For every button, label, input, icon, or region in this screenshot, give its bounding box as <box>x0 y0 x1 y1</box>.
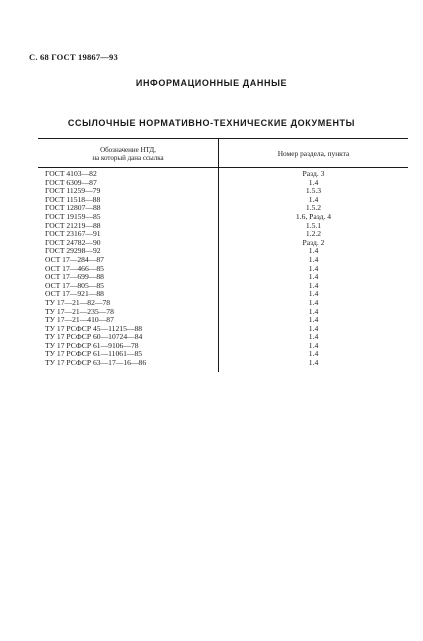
section-title-info: ИНФОРМАЦИОННЫЕ ДАННЫЕ <box>135 78 288 88</box>
section-cell: 1.4 <box>308 315 319 325</box>
document-cell: ОСТ 17—921—88 <box>45 289 104 299</box>
section-cell: 1.5.2 <box>305 203 322 213</box>
document-cell: ОСТ 17—466—85 <box>45 263 104 273</box>
column-header-document-line2: на который дана ссылка <box>92 154 164 162</box>
document-cell: ГОСТ 29298—92 <box>45 246 101 256</box>
document-cell: ОСТ 17—805—85 <box>45 280 104 290</box>
section-cell: 1.4 <box>308 272 319 282</box>
document-cell: ОСТ 17—284—87 <box>45 254 104 264</box>
section-title-references: ССЫЛОЧНЫЕ НОРМАТИВНО-ТЕХНИЧЕСКИЕ ДОКУМЕНТЫ <box>67 118 356 128</box>
section-cell: 1.2.2 <box>305 229 322 239</box>
table-header-row <box>38 138 408 168</box>
references-table <box>38 138 408 372</box>
document-cell: ГОСТ 12807—88 <box>45 203 101 213</box>
document-cell: ГОСТ 23167—91 <box>45 229 101 239</box>
section-cell: 1.4 <box>308 297 319 307</box>
document-column <box>38 168 219 372</box>
document-cell: ГОСТ 6309—87 <box>45 177 97 187</box>
column-header-section: Номер раздела, пункта <box>277 149 350 158</box>
section-cell: Разд. 2 <box>302 237 325 247</box>
section-cell: 1.5.1 <box>305 220 322 230</box>
section-cell: 1.4 <box>308 289 319 299</box>
document-cell: ОСТ 17—699—88 <box>45 272 104 282</box>
document-cell: ТУ 17 РСФСР 60—10724—84 <box>45 332 143 342</box>
document-cell: ГОСТ 11518—88 <box>45 194 101 204</box>
section-cell: 1.4 <box>308 306 319 316</box>
section-cell: 1.4 <box>308 340 319 350</box>
document-cell: ТУ 17—21—82—78 <box>45 297 111 307</box>
document-cell: ТУ 17 РСФСР 45—11215—88 <box>45 323 143 333</box>
section-cell: 1.4 <box>308 332 319 342</box>
section-cell: 1.4 <box>308 263 319 273</box>
document-cell: ТУ 17 РСФСР 63—17—16—86 <box>45 358 147 368</box>
section-cell: Разд. 3 <box>302 169 325 178</box>
section-cell: 1.4 <box>308 349 319 359</box>
section-cell: 1.6, Разд. 4 <box>295 211 332 221</box>
document-cell: ГОСТ 11259—79 <box>45 186 101 196</box>
section-cell: 1.4 <box>308 254 319 264</box>
section-cell: 1.4 <box>308 358 319 368</box>
document-cell: ТУ 17—21—235—78 <box>45 306 114 316</box>
document-cell: ТУ 17 РСФСР 61—9106—78 <box>45 340 139 350</box>
section-column <box>219 168 408 372</box>
section-cell: 1.4 <box>308 246 319 256</box>
page-header: С. 68 ГОСТ 19867—93 <box>29 52 118 62</box>
document-cell: ТУ 17—21—410—87 <box>45 315 114 325</box>
section-cell: 1.4 <box>308 177 319 187</box>
column-header-document-line1: Обозначение НТД, <box>100 146 156 154</box>
table-body <box>38 168 408 372</box>
section-cell: 1.5.3 <box>305 186 322 196</box>
document-cell: ГОСТ 19159—85 <box>45 211 101 221</box>
document-cell: ГОСТ 21219—88 <box>45 220 101 230</box>
column-header-document <box>38 139 219 167</box>
section-cell: 1.4 <box>308 194 319 204</box>
section-cell: 1.4 <box>308 280 319 290</box>
section-cell: 1.4 <box>308 323 319 333</box>
document-cell: ГОСТ 24782—90 <box>45 237 101 247</box>
document-cell: ГОСТ 4103—82 <box>45 169 97 178</box>
document-cell: ТУ 17 РСФСР 61—11061—85 <box>45 349 143 359</box>
